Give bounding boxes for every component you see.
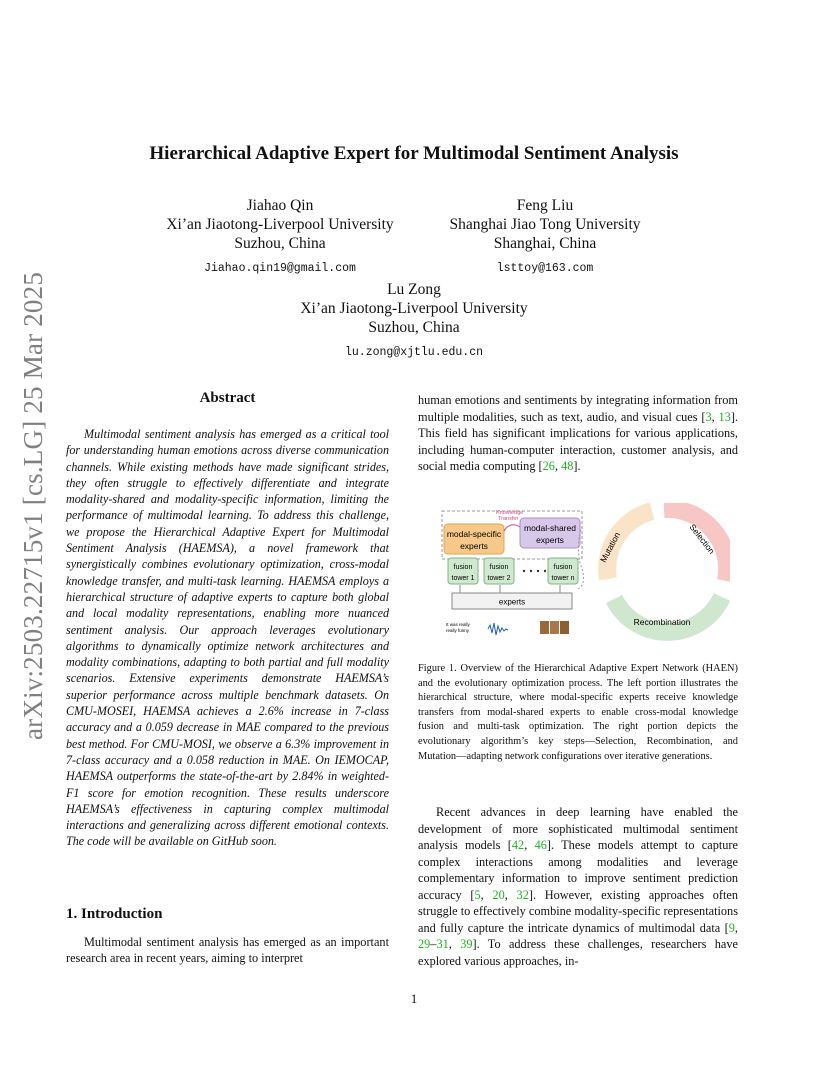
author-email: lsttoy@163.com xyxy=(496,262,594,275)
author-affiliation: Xi’an Jiaotong-Liverpool University xyxy=(166,216,394,233)
author-email: lu.zong@xjtlu.edu.cn xyxy=(344,346,484,359)
citation-link[interactable]: 3 xyxy=(705,409,712,424)
author-location: Shanghai, China xyxy=(493,235,597,252)
intro-heading: 1. Introduction xyxy=(66,906,163,922)
experts-label: experts xyxy=(460,541,488,551)
abstract-heading: Abstract xyxy=(199,390,256,406)
citation-link[interactable]: 20 xyxy=(492,887,505,902)
modal-shared-label: modal-shared xyxy=(524,523,576,533)
citation-link[interactable]: 29 xyxy=(418,937,431,951)
intro-paragraph-right-top: human emotions and sentiments by integrating information from multiple modalities, such as text, audio, and visual cues [3, 13]. This field has significant implications for various applications, including human-computer interaction, customer analysis, and social media computing [26, 48]. xyxy=(418,393,738,473)
citation-link[interactable]: 26 xyxy=(542,459,555,473)
selection-label: Selection xyxy=(687,522,717,556)
author-name: Feng Liu xyxy=(516,197,574,214)
face-frame-icon xyxy=(540,621,549,634)
citation-link[interactable]: 5 xyxy=(474,887,481,902)
author-affiliation: Shanghai Jiao Tong University xyxy=(449,216,641,233)
tower-label: tower 2 xyxy=(487,575,511,582)
citation-link[interactable]: 32 xyxy=(516,887,529,902)
ellipsis-dot xyxy=(537,570,539,572)
arxiv-stamp: arXiv:2503.22715v1 [cs.LG] 25 Mar 2025 xyxy=(18,271,48,740)
ellipsis-dot xyxy=(544,570,546,572)
ellipsis-dot xyxy=(530,570,532,572)
intro-paragraph-right-bottom: Recent advances in deep learning have enabled the development of more sophisticated multimodal sentiment analysis models [42, 46]. These models attempt to capture complex interactions among modalities and leverage complementary information to improve sentiment prediction accuracy [5, 20, 32]. However, existing approaches often struggle to effectively combine modality-specific representations and fully capture the intricate dynamics of multimodal data [9, 29–31, 39]. To address these challenges, researchers have explored various approaches, in- xyxy=(418,805,739,968)
experts-label: experts xyxy=(536,535,564,545)
selection-arc xyxy=(664,509,727,581)
experts-bar-label: experts xyxy=(498,597,526,607)
knowledge-transfer-arrow xyxy=(504,525,520,531)
tower-label: tower 1 xyxy=(451,575,475,582)
paper-title: Hierarchical Adaptive Expert for Multimodal Sentiment Analysis xyxy=(149,143,679,164)
mutation-label: Mutation xyxy=(597,530,623,564)
modal-specific-label: modal-specific xyxy=(446,529,502,539)
citation-link[interactable]: 42 xyxy=(511,838,525,852)
author-name: Jiahao Qin xyxy=(246,197,314,214)
fusion-label: fusion xyxy=(489,564,509,571)
fusion-label: fusion xyxy=(553,564,573,571)
author-affiliation: Xi’an Jiaotong-Liverpool University xyxy=(300,300,528,317)
ellipsis-dot xyxy=(523,570,525,572)
citation-link[interactable]: 13 xyxy=(718,409,731,424)
tower-label: tower n xyxy=(551,575,575,582)
citation-link[interactable]: 39 xyxy=(460,937,473,951)
input-text-line-1: It was really xyxy=(446,622,470,627)
author-block-1 xyxy=(145,196,415,278)
figure-caption: Figure 1. Overview of the Hierarchical Adaptive Expert Network (HAEN) and the evolutionary optimization process. The left portion illustrates the hierarchical structure, where modal-specific experts receive knowledge transfers from modal-shared experts to enable cross-modal knowledge fusion and multi-task optimization. The right portion depicts the evolutionary algorithm’s key steps—Selection, Recombination, and Mutation—adapting network configurations over iterative generations. xyxy=(418,663,738,762)
face-frame-icon xyxy=(560,621,569,634)
citation-link[interactable]: 48 xyxy=(561,459,574,473)
transfer-label: Transfer xyxy=(498,516,519,522)
author-block-2 xyxy=(420,196,670,278)
intro-paragraph-left: Multimodal sentiment analysis has emerged as an important research area in recent years, aiming to interpret xyxy=(66,935,389,966)
figure-1 xyxy=(440,503,730,643)
author-block-3 xyxy=(264,280,564,362)
face-frame-icon xyxy=(550,621,559,634)
citation-link[interactable]: 9 xyxy=(728,920,735,935)
fusion-label: fusion xyxy=(453,564,473,571)
recombination-label: Recombination xyxy=(633,617,691,627)
author-name: Lu Zong xyxy=(387,281,441,298)
page-number: 1 xyxy=(410,991,418,1006)
citation-link[interactable]: 46 xyxy=(534,838,547,852)
abstract-text: Multimodal sentiment analysis has emerged as a critical tool for understanding human emotions across diverse communication channels. While existing methods have made significant strides, they often struggle to effectively differentiate and integrate modality-shared and modality-specific information, limiting the performance of multimodal learning. To address this challenge, we propose the Hierarchical Adaptive Expert for Multimodal Sentiment Analysis (HAEMSA), a novel framework that synergistically combines evolutionary optimization, cross-modal knowledge transfer, and multi-task learning. HAEMSA employs a hierarchical structure of adaptive experts to capture both global and local modality representations, enabling more nuanced sentiment analysis. Our approach leverages evolutionary algorithms to dynamically optimize network architectures and modality combinations, adapting to both partial and full modality scenarios. Extensive experiments demonstrate HAEMSA’s superior performance across multiple benchmark datasets. On CMU-MOSEI, HAEMSA achieves a 2.6% increase in 7-class accuracy and a 0.059 decrease in MAE compared to the previous best method. For CMU-MOSI, we observe a 6.3% improvement in 7-class accuracy and a 0.058 reduction in MAE. On IEMOCAP, HAEMSA outperforms the state-of-the-art by 2.84% in weighted-F1 score for emotion recognition. These results underscore HAEMSA’s effectiveness in capturing complex multimodal interactions and generalizing across different emotional contexts. The code will be available on GitHub soon. xyxy=(66,427,389,849)
author-location: Suzhou, China xyxy=(368,319,460,336)
author-location: Suzhou, China xyxy=(234,235,326,252)
author-email: Jiahao.qin19@gmail.com xyxy=(204,262,356,275)
citation-link[interactable]: 31 xyxy=(436,937,449,951)
audio-waveform-icon xyxy=(488,623,508,635)
input-text-line-2: really funny xyxy=(446,628,470,633)
knowledge-label: Knowledge xyxy=(496,510,524,516)
